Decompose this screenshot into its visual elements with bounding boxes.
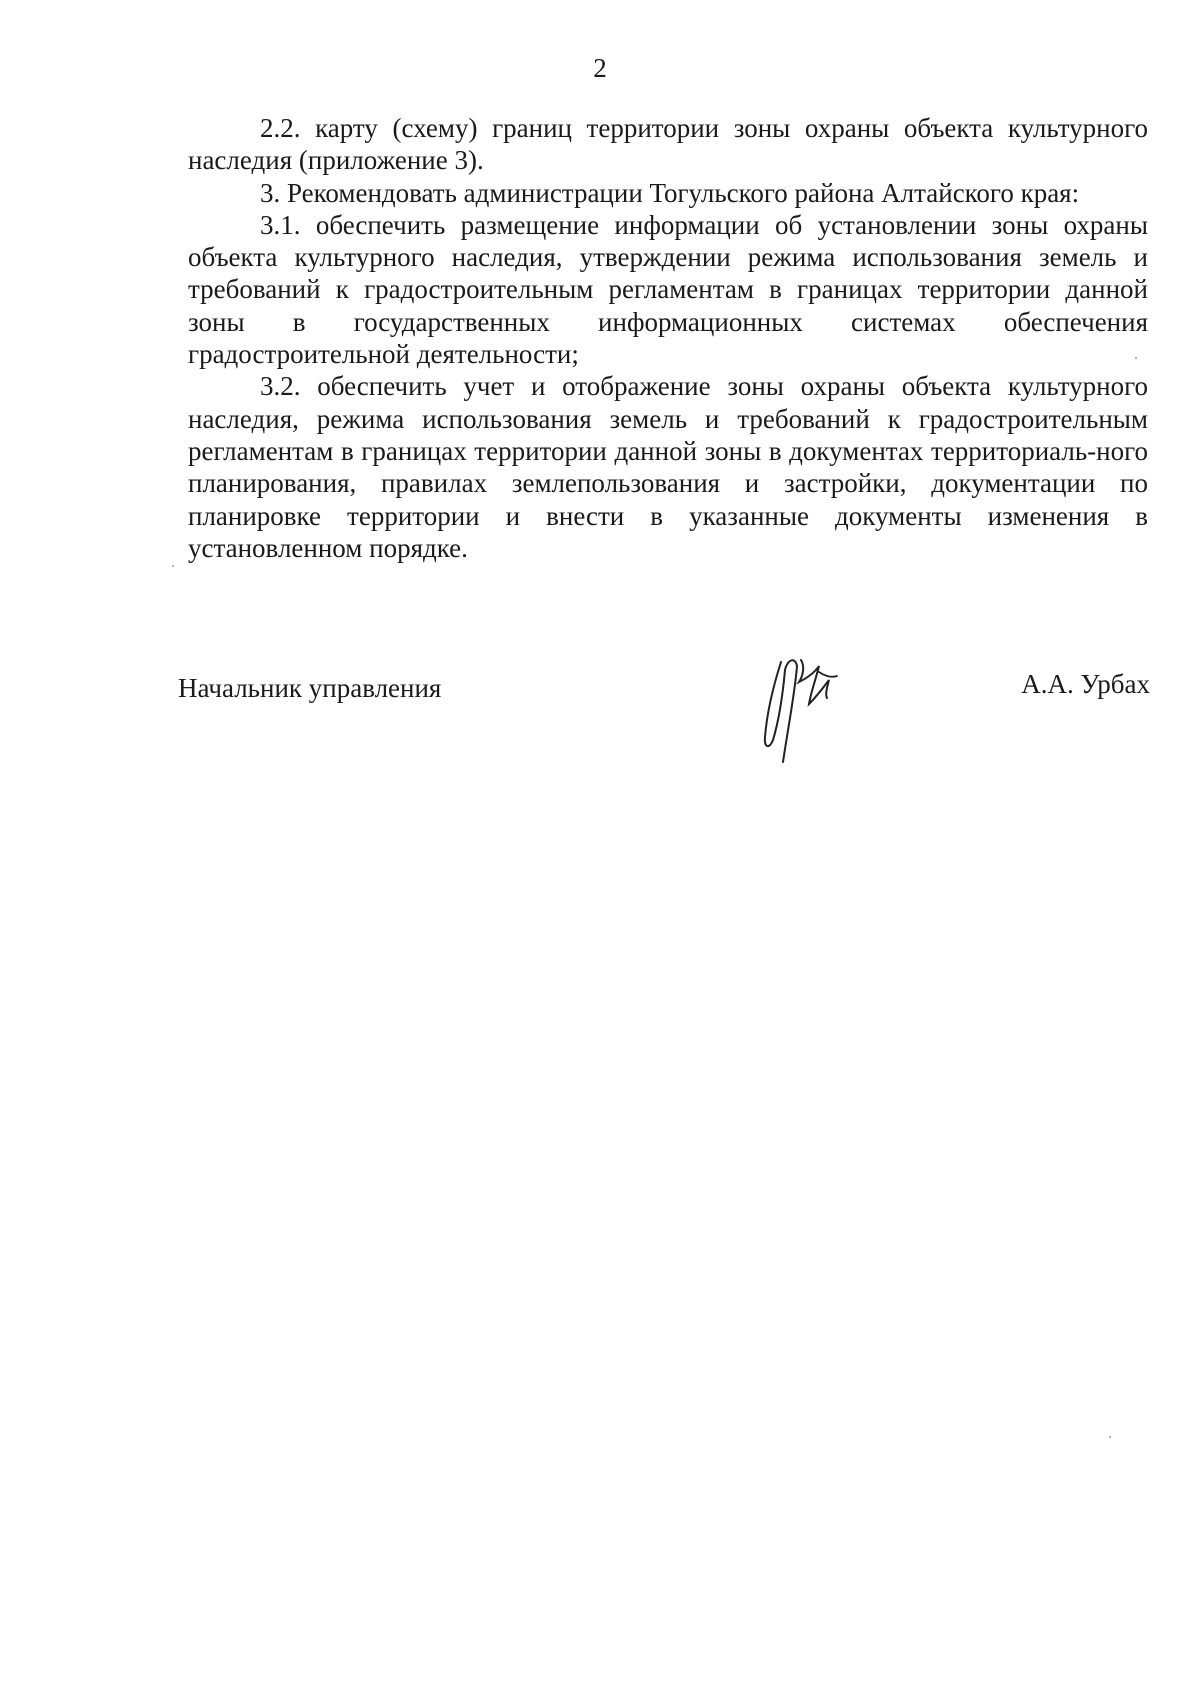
scan-speck (1135, 357, 1137, 359)
scan-speck (1109, 1436, 1111, 1438)
paragraph-3: 3. Рекомендовать администрации Тогульского района Алтайского края: (260, 177, 1080, 208)
handwritten-signature (743, 642, 863, 772)
paragraph-3-2: 3.2. обеспечить учет и отображение зоны охраны объекта культурного наследия, режима использования земель и требований к градостроительным регламентам в границах территории данной зоны в документах территориаль-ного планирования, правилах землепользования и застройки, документации по планировке территории и внести в указанные документы изменения в установленном порядке. (188, 371, 1148, 563)
document-body (188, 112, 1148, 564)
paragraph-3-1: 3.1. обеспечить размещение информации об установлении зоны охраны объекта культурного наследия, утверждении режима использования земель и требований к градостроительным регламентам в границах территории данной зоны в государственных информационных системах обеспечения градостроительной деятельности; (188, 209, 1148, 370)
signatory-name: А.А. Урбах (1021, 669, 1150, 699)
signatory-title: Начальник управления (178, 673, 442, 703)
paragraph-2-2: 2.2. карту (схему) границ территории зоны охраны объекта культурного наследия (приложение 3). (188, 113, 1148, 176)
scan-speck (172, 565, 174, 567)
page-number: 2 (593, 53, 607, 83)
signature-block (178, 669, 1150, 782)
